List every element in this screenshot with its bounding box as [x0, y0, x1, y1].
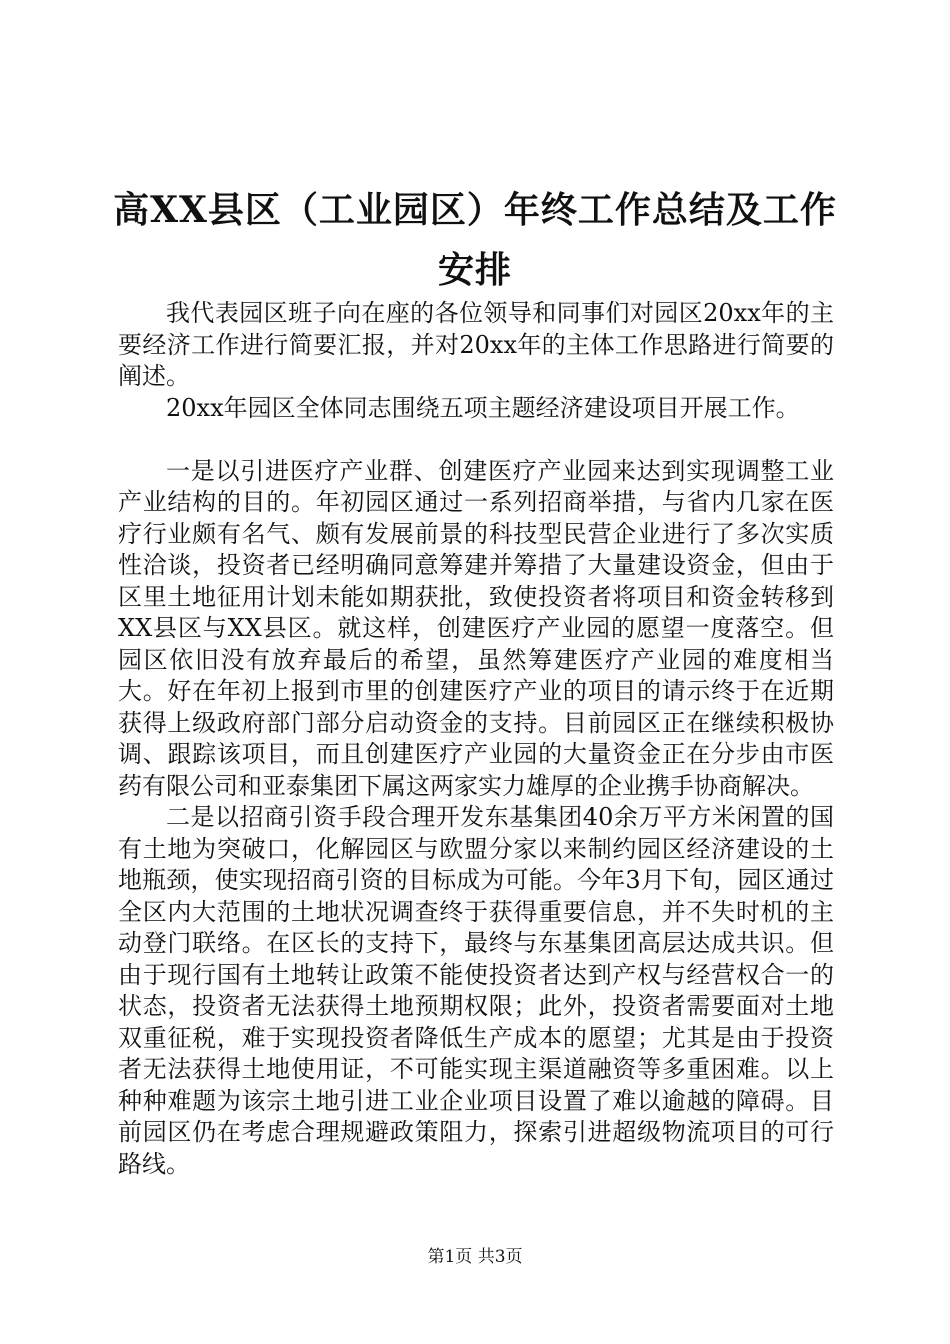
document-title: 高XX县区（工业园区）年终工作总结及工作安排: [113, 189, 837, 291]
paragraph-intro: 我代表园区班子向在座的各位领导和同事们对园区20xx年的主要经济工作进行简要汇报，并对20xx年的主体工作思路进行简要的阐述。: [118, 299, 834, 390]
document-body: [118, 298, 834, 1180]
paragraph-spacer: [118, 424, 834, 456]
paragraph-item-two: 二是以招商引资手段合理开发东基集团40余万平方米闲置的国有土地为突破口，化解园区与欧盟分家以来制约园区经济建设的土地瓶颈，使实现招商引资的目标成为可能。今年3月下旬，园区通过全区内大范围的土地状况调查终于获得重要信息，并不失时机的主动登门联络。在区长的支持下，最终与东基集团高层达成共识。但由于现行国有土地转让政策不能使投资者达到产权与经营权合一的状态，投资者无法获得土地预期权限；此外，投资者需要面对土地双重征税，难于实现投资者降低生产成本的愿望；尤其是由于投资者无法获得土地使用证，不可能实现主渠道融资等多重困难。以上种种难题为该宗土地引进工业企业项目设置了难以逾越的障碍。目前园区仍在考虑合理规避政策阻力，探索引进超级物流项目的可行路线。: [118, 803, 834, 1178]
paragraph-item-one: 一是以引进医疗产业群、创建医疗产业园来达到实现调整工业产业结构的目的。年初园区通过一系列招商举措，与省内几家在医疗行业颇有名气、颇有发展前景的科技型民营企业进行了多次实质性洽谈，投资者已经明确同意筹建并筹措了大量建设资金，但由于区里土地征用计划未能如期获批，致使投资者将项目和资金转移到XX县区与XX县区。就这样，创建医疗产业园的愿望一度落空。但园区依旧没有放弃最后的希望，虽然筹建医疗产业园的难度相当大。好在年初上报到市里的创建医疗产业的项目的请示终于在近期获得上级政府部门部分启动资金的支持。目前园区正在继续积极协调、跟踪该项目，而且创建医疗产业园的大量资金正在分步由市医药有限公司和亚泰集团下属这两家实力雄厚的企业携手协商解决。: [118, 456, 834, 800]
paragraph-summary: 20xx年园区全体同志围绕五项主题经济建设项目开展工作。: [166, 393, 800, 422]
page-number-footer: 第1页 共3页: [427, 1247, 523, 1267]
